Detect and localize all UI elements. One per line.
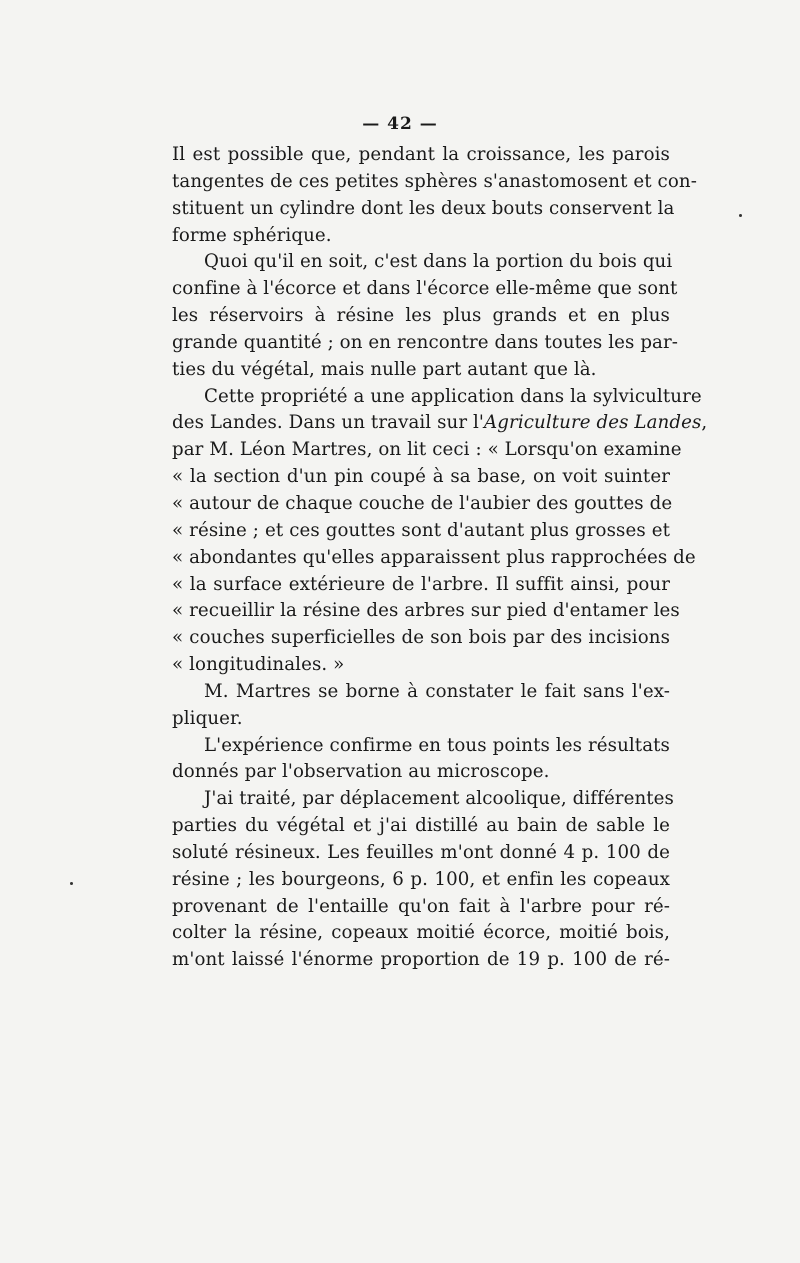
page-number: — 42 — [362, 114, 438, 134]
text-line: J'ai traité, par déplacement alcoolique, différentes [204, 788, 674, 810]
body-text [172, 142, 708, 974]
text-line: M. Martres se borne à constater le fait sans l'ex- [204, 680, 670, 702]
text-line: L'expérience confirme en tous points les résultats [204, 734, 670, 756]
text-line: colter la résine, copeaux moitié écorce, moitié bois, [172, 922, 670, 944]
text-line: « longitudinales. » [172, 654, 345, 676]
text-line: parties du végétal et j'ai distillé au bain de sable le [172, 815, 670, 837]
text-line: pliquer. [172, 707, 243, 729]
text-line: résine ; les bourgeons, 6 p. 100, et enfin les copeaux [172, 868, 670, 890]
print-speck [70, 882, 73, 885]
book-title: Agriculture des Landes [484, 412, 702, 434]
text-line: « couches superficielles de son bois par des incisions [172, 627, 670, 649]
text-line: Quoi qu'il en soit, c'est dans la portion du bois qui [204, 251, 673, 273]
text-line: « recueillir la résine des arbres sur pied d'entamer les [172, 600, 680, 622]
text-line: confine à l'écorce et dans l'écorce elle-même que sont [172, 278, 678, 300]
text-line: Cette propriété a une application dans la sylviculture [204, 385, 702, 407]
text-line: « résine ; et ces gouttes sont d'autant plus grosses et [172, 519, 670, 541]
text-line: forme sphérique. [172, 224, 332, 246]
text-line: stituent un cylindre dont les deux bouts conservent la [172, 197, 675, 219]
text-line: « la section d'un pin coupé à sa base, on voit suinter [172, 466, 670, 488]
text-line: par M. Léon Martres, on lit ceci : « Lorsqu'on examine [172, 439, 682, 461]
text-line: « la surface extérieure de l'arbre. Il suffit ainsi, pour [172, 573, 670, 595]
print-speck [739, 214, 742, 217]
text-segment: des Landes. Dans un travail sur l' [172, 412, 485, 434]
text-line: ties du végétal, mais nulle part autant que là. [172, 358, 597, 380]
text-line: Il est possible que, pendant la croissance, les parois [172, 144, 670, 165]
text-line: provenant de l'entaille qu'on fait à l'arbre pour ré- [172, 895, 670, 917]
text-line-with-title [172, 410, 708, 437]
text-line: donnés par l'observation au microscope. [172, 761, 550, 783]
text-line: tangentes de ces petites sphères s'anastomosent et con- [172, 170, 697, 192]
text-line: « autour de chaque couche de l'aubier des gouttes de [172, 492, 673, 514]
text-line: les réservoirs à résine les plus grands et en plus [172, 305, 670, 327]
text-line: grande quantité ; on en rencontre dans toutes les par- [172, 331, 679, 353]
text-line: « abondantes qu'elles apparaissent plus rapprochées de [172, 546, 696, 568]
text-line: soluté résineux. Les feuilles m'ont donné 4 p. 100 de [172, 841, 670, 863]
text-segment: , [701, 412, 708, 434]
text-line: m'ont laissé l'énorme proportion de 19 p. 100 de ré- [172, 949, 670, 971]
